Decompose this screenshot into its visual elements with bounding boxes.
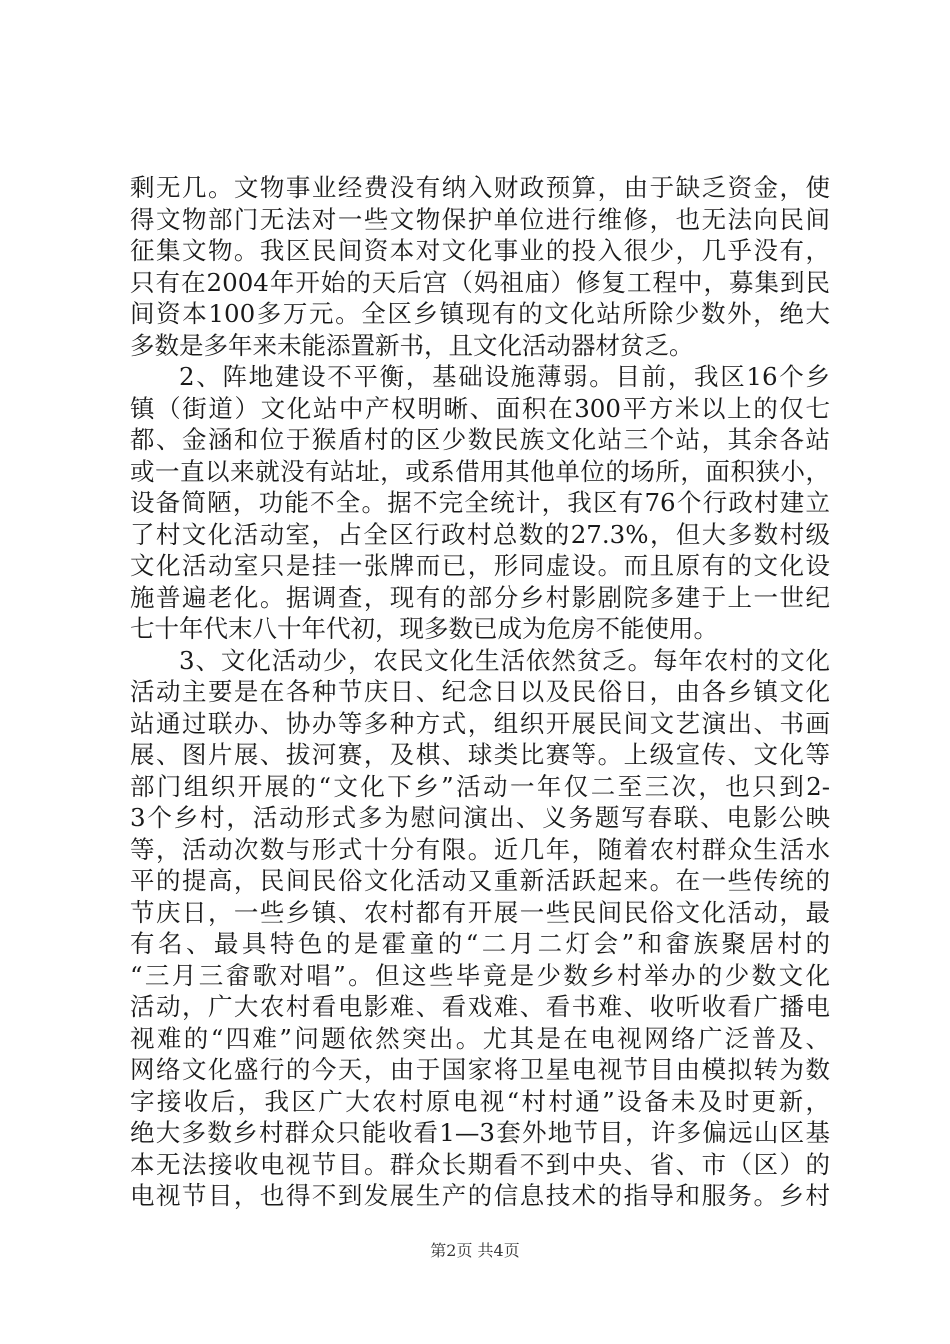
text-line: 平的提高，民间民俗文化活动又重新活跃起来。在一些传统的	[130, 866, 830, 895]
text-line: 等，活动次数与形式十分有限。近几年，随着农村群众生活水	[130, 834, 830, 864]
text-line: 施普遍老化。据调查，现有的部分乡村影剧院多建于上一世纪	[130, 582, 830, 612]
text-line: “三月三畲歌对唱”。但这些毕竟是少数乡村举办的少数文化	[130, 960, 830, 990]
text-line: 节庆日，一些乡镇、农村都有开展一些民间民俗文化活动，最	[130, 897, 830, 927]
text-line: 多数是多年来未能添置新书，且文化活动器材贫乏。	[130, 330, 694, 360]
text-line: 七十年代末八十年代初，现多数已成为危房不能使用。	[130, 614, 718, 643]
text-line: 活动主要是在各种节庆日、纪念日以及民俗日，由各乡镇文化	[130, 677, 830, 706]
text-line: 本无法接收电视节目。群众长期看不到中央、省、市（区）的	[130, 1149, 830, 1179]
text-line: 网络文化盛行的今天，由于国家将卫星电视节目由模拟转为数	[130, 1055, 830, 1084]
text-line: 有名、最具特色的是霍童的“二月二灯会”和畲族聚居村的	[130, 929, 830, 958]
text-line: 镇（街道）文化站中产权明晰、面积在300平方米以上的仅七	[130, 393, 830, 423]
text-line: 都、金涵和位于猴盾村的区少数民族文化站三个站，其余各站	[130, 425, 830, 454]
page-footer: 第2页 共4页	[430, 1241, 520, 1260]
text-line: 剩无几。文物事业经费没有纳入财政预算，由于缺乏资金，使	[130, 173, 830, 202]
text-line: 文化活动室只是挂一张牌而已，形同虚设。而且原有的文化设	[130, 551, 830, 580]
text-line: 活动，广大农村看电影难、看戏难、看书难、收听收看广播电	[130, 992, 830, 1021]
text-line: 得文物部门无法对一些文物保护单位进行维修，也无法向民间	[130, 204, 830, 234]
text-line: 了村文化活动室，占全区行政村总数的27.3%，但大多数村级	[130, 519, 830, 549]
text-line: 间资本100多万元。全区乡镇现有的文化站所除少数外，绝大	[130, 299, 830, 328]
text-line: 视难的“四难”问题依然突出。尤其是在电视网络广泛普及、	[130, 1023, 830, 1053]
text-line: 站通过联办、协办等多种方式，组织开展民间文艺演出、书画	[130, 708, 830, 738]
text-line: 字接收后，我区广大农村原电视“村村通”设备未及时更新，	[130, 1086, 830, 1116]
text-line: 绝大多数乡村群众只能收看1—3套外地节目，许多偏远山区基	[130, 1118, 830, 1147]
text-line: 征集文物。我区民间资本对文化事业的投入很少，几乎没有，	[130, 236, 830, 265]
body-text	[130, 172, 830, 1212]
text-line: 设备简陋，功能不全。据不完全统计，我区有76个行政村建立	[130, 488, 830, 517]
text-line: 只有在2004年开始的天后宫（妈祖庙）修复工程中，募集到民	[130, 267, 830, 297]
text-line: 展、图片展、拔河赛，及棋、球类比赛等。上级宣传、文化等	[130, 740, 830, 769]
text-line: 或一直以来就没有站址，或系借用其他单位的场所，面积狭小，	[130, 456, 830, 486]
text-line: 2、阵地建设不平衡，基础设施薄弱。目前，我区16个乡	[179, 362, 830, 391]
text-line: 部门组织开展的“文化下乡”活动一年仅二至三次，也只到2-	[130, 771, 830, 801]
text-line: 3、文化活动少，农民文化生活依然贫乏。每年农村的文化	[179, 645, 830, 675]
text-line: 3个乡村，活动形式多为慰问演出、义务题写春联、电影公映	[130, 803, 830, 832]
text-line: 电视节目，也得不到发展生产的信息技术的指导和服务。乡村	[130, 1181, 830, 1210]
